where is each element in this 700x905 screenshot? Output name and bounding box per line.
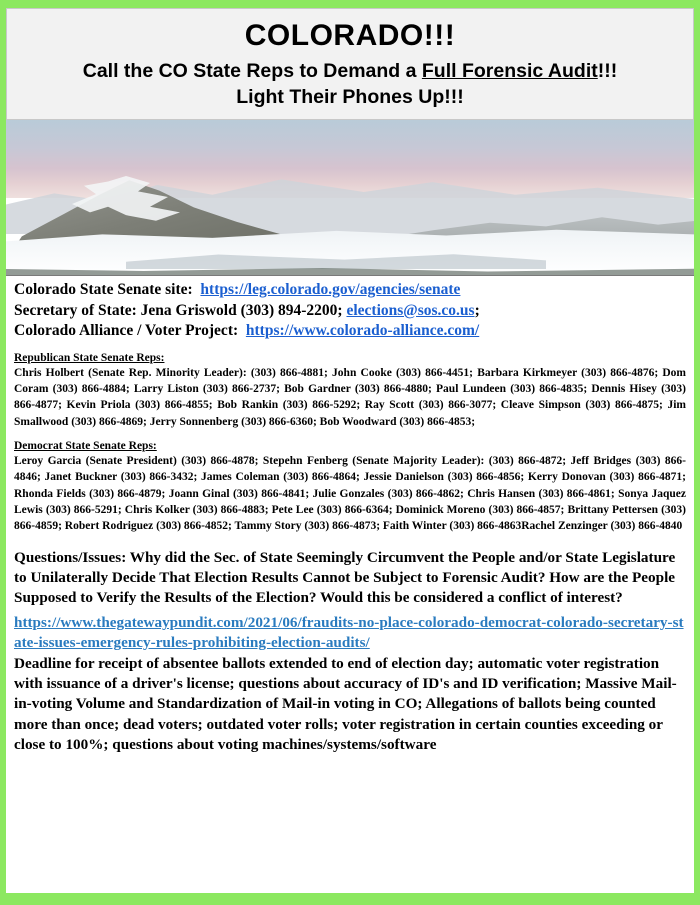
mountain-photo xyxy=(6,120,694,276)
senate-site-link[interactable]: https://leg.colorado.gov/agencies/senate xyxy=(200,280,461,298)
page-title: COLORADO!!! xyxy=(244,19,456,52)
democrat-reps-list: Leroy Garcia (Senate President) (303) 866-4878; Stepehn Fenberg (Senate Majority Leader): (303) 866-4872; Jeff Bridges (303) 866-4846; Janet Buckner (303) 866-3432; James Coleman (303) 866-4864; Jessie Danielson (303) 866-4856; Kerry Donovan (303) 866-4871; Rhonda Fields (303) 866-4879; Joann Ginal (303) 866-4841; Julie Gonzales (303) 866-4862; Chris Hansen (303) 866-4861; Sonya Jaquez Lewis (303) 866-5291; Chris Kolker (303) 866-4883; Pete Lee (303) 866-6364; Dominick Moreno (303) 866-4857; Brittany Pettersen (303) 866-4859; Robert Rodriguez (303) 866-4852; Tammy Story (303) 866-4873; Faith Winter (303) 866-4863Rachel Zenzinger (303) 866-4840 xyxy=(14,455,686,533)
header-callout: Light Their Phones Up!!! xyxy=(236,85,464,108)
colorado-alliance-link[interactable]: https://www.colorado-alliance.com/ xyxy=(245,322,480,340)
header-subtitle xyxy=(17,59,683,84)
secretary-of-state-label: Secretary of State: Jena Griswold (303) 894-2200; xyxy=(14,301,343,319)
gateway-pundit-article-link[interactable]: https://www.thegatewaypundit.com/2021/06/fraudits-no-place-colorado-democrat-colorado-secretary-state-issues-emergency-rules-prohibiting-election-audits/ xyxy=(14,614,684,652)
header-subtitle-post: !!! xyxy=(597,60,618,82)
colorado-alliance-label: Colorado Alliance / Voter Project: xyxy=(14,322,239,340)
contacts-block xyxy=(14,280,686,342)
sos-line-terminator: ; xyxy=(474,301,480,319)
poster-sheet xyxy=(6,8,694,893)
secretary-of-state-line xyxy=(14,301,686,322)
colorado-alliance-line xyxy=(14,321,686,342)
republican-reps-section xyxy=(14,352,686,430)
republican-reps-heading: Republican State Senate Reps: xyxy=(14,351,165,364)
article-link-wrap xyxy=(14,613,686,653)
header-subtitle-pre: Call the CO State Reps to Demand a xyxy=(82,60,422,82)
democrat-reps-heading: Democrat State Senate Reps: xyxy=(14,440,157,453)
senate-site-line xyxy=(14,280,686,301)
poster-body xyxy=(6,276,694,763)
democrat-reps-section xyxy=(14,440,686,535)
questions-paragraph: Questions/Issues: Why did the Sec. of State Seemingly Circumvent the People and/or State Legislature to Unilaterally Decide That Election Results Cannot be Subject to Forensic Audit? How are the People Supposed to Verify the Results of the Election? Would this be considered a conflict of interest? xyxy=(14,548,676,607)
poster-header xyxy=(6,8,694,120)
header-subtitle-emphasis: Full Forensic Audit xyxy=(421,60,598,82)
secretary-of-state-email-link[interactable]: elections@sos.co.us xyxy=(346,301,475,319)
republican-reps-list: Chris Holbert (Senate Rep. Minority Leader): (303) 866-4881; John Cooke (303) 866-4451; Barbara Kirkmeyer (303) 866-4876; Dom Coram (303) 866-4884; Larry Liston (303) 866-2737; Bob Gardner (303) 866-4880; Paul Lundeen (303) 866-4835; Dennis Hisey (303) 866-4877; Kevin Priola (303) 866-4855; Bob Rankin (303) 866-5292; Ray Scott (303) 866-3077; Cleave Simpson (303) 866-4875; Jim Smallwood (303) 866-4869; Jerry Sonnenberg (303) 866-6360; Bob Woodward (303) 866-4853; xyxy=(14,366,686,428)
issues-paragraph: Deadline for receipt of absentee ballots extended to end of election day; automatic voter registration with issuance of a driver's license; questions about accuracy of ID's and ID verification; Massive Mail-in-voting Volume and Standardization of Mail-in voting in CO; Allegations of ballots being counted more than once; dead voters; outdated voter rolls; voter registration in certain counties exceeding or close to 100%; questions about voting machines/systems/software xyxy=(14,654,677,753)
senate-site-label: Colorado State Senate site: xyxy=(14,280,193,298)
